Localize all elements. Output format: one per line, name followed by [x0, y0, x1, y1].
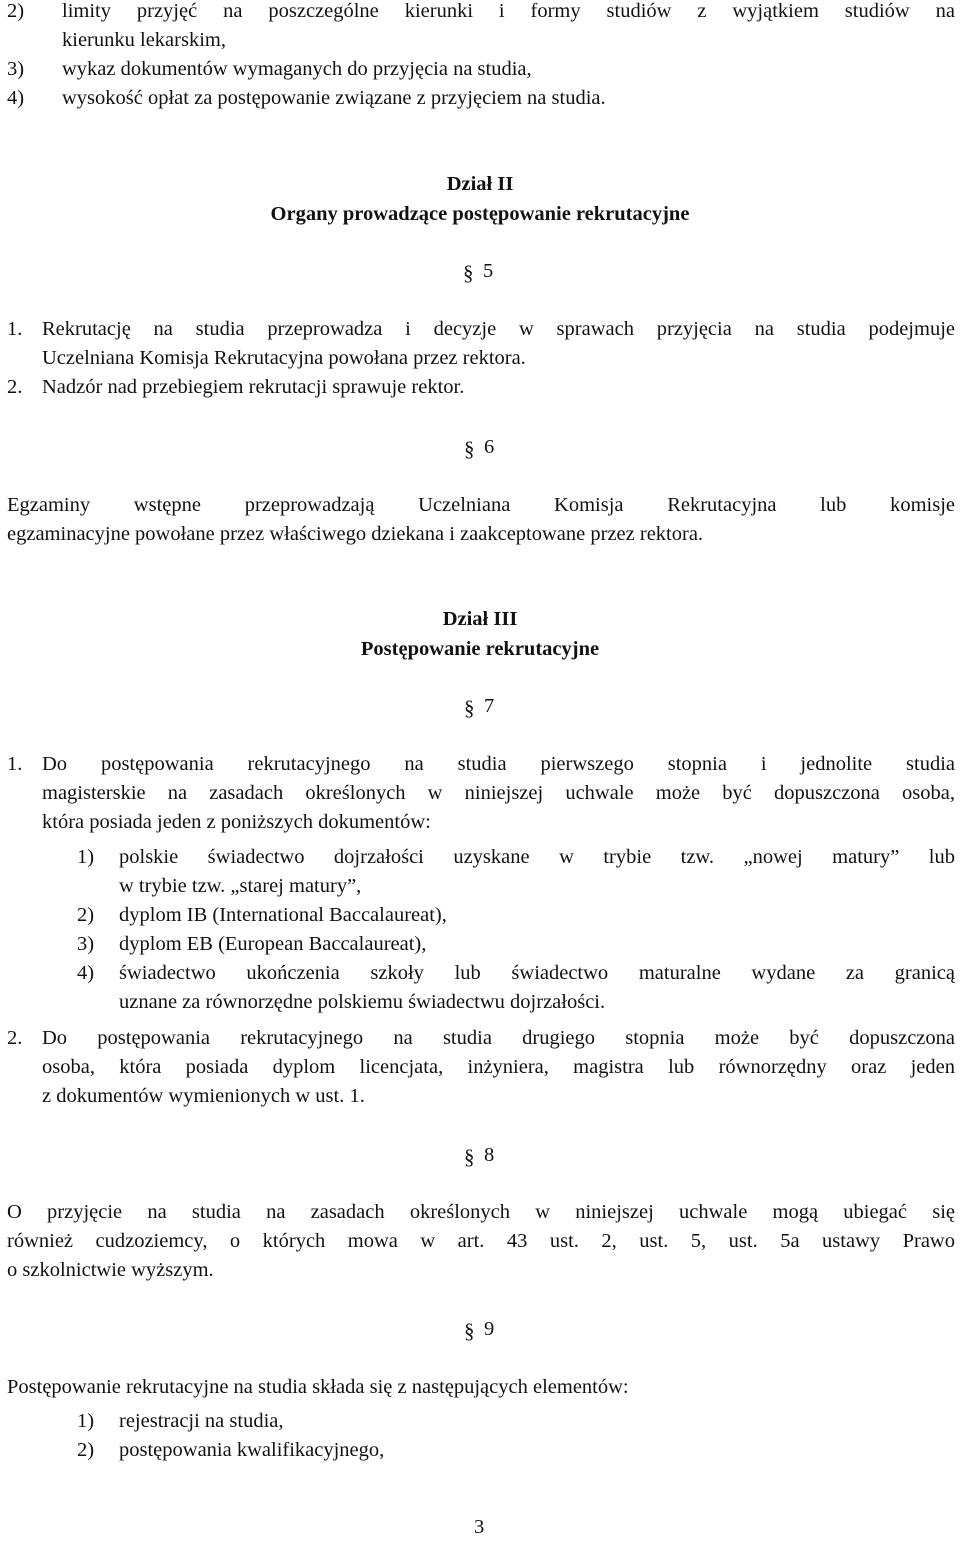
list-number: 4): [7, 87, 25, 109]
item-line: Uczelniana Komisja Rekrutacyjna powołana przez rektora.: [42, 347, 526, 369]
body-line: egzaminacyjne powołane przez właściwego dziekana i zaakceptowane przez rektora.: [7, 523, 704, 545]
body-line: również cudzoziemcy, o których mowa w art. 43 ust. 2, ust. 5, ust. 5a ustawy Prawo: [7, 1230, 955, 1252]
section-symbol: §: [464, 1319, 475, 1343]
body-line: Egzaminy wstępne przeprowadzają Uczelniana Komisja Rekrutacyjna lub komisje: [7, 494, 955, 516]
section-symbol: §: [463, 261, 474, 285]
item-line: Do postępowania rekrutacyjnego na studia drugiego stopnia może być dopuszczona: [42, 1027, 955, 1049]
item-line: Nadzór nad przebiegiem rekrutacji sprawuje rektor.: [42, 376, 465, 398]
sub-item-line: dyplom EB (European Baccalaureat),: [119, 933, 427, 955]
list-item-line: rejestracji na studia,: [119, 1410, 284, 1432]
sub-item-line: świadectwo ukończenia szkoły lub świadectwo maturalne wydane za granicą: [119, 962, 955, 984]
section-symbol: §: [464, 696, 475, 720]
list-item-line: limity przyjęć na poszczególne kierunki i formy studiów z wyjątkiem studiów na: [62, 0, 955, 22]
section-title: Dział II: [446, 173, 514, 195]
sub-item-number: 1): [77, 846, 95, 868]
section-subtitle: Organy prowadzące postępowanie rekrutacyjne: [270, 203, 690, 225]
item-number: 2.: [7, 1027, 23, 1049]
section-title: Dział III: [442, 608, 518, 630]
item-line: Rekrutację na studia przeprowadza i decyzje w sprawach przyjęcia na studia podejmuje: [42, 318, 955, 340]
list-number: 2): [77, 1439, 95, 1461]
sub-item-line: w trybie tzw. „starej matury”,: [119, 875, 362, 897]
paragraph-number: 7: [484, 695, 495, 717]
item-number: 2.: [7, 376, 23, 398]
item-number: 1.: [7, 318, 23, 340]
sub-item-number: 4): [77, 962, 95, 984]
page-number: 3: [474, 1516, 485, 1538]
list-item-line: postępowania kwalifikacyjnego,: [119, 1439, 385, 1461]
body-line: o szkolnictwie wyższym.: [7, 1259, 214, 1281]
paragraph-number: 9: [484, 1318, 495, 1340]
section-symbol: §: [464, 437, 475, 461]
item-line: która posiada jeden z poniższych dokumentów:: [42, 811, 431, 833]
paragraph-number: 5: [483, 260, 494, 282]
item-line: z dokumentów wymienionych w ust. 1.: [42, 1085, 365, 1107]
list-number: 2): [7, 0, 25, 22]
list-item-line: wysokość opłat za postępowanie związane z przyjęciem na studia.: [62, 87, 606, 109]
list-number: 3): [7, 58, 25, 80]
list-item-line: wykaz dokumentów wymaganych do przyjęcia na studia,: [62, 58, 532, 80]
sub-item-line: polskie świadectwo dojrzałości uzyskane w trybie tzw. „nowej matury” lub: [119, 846, 955, 868]
item-line: osoba, która posiada dyplom licencjata, inżyniera, magistra lub równorzędny oraz jeden: [42, 1056, 955, 1078]
sub-item-line: uznane za równorzędne polskiemu świadectwu dojrzałości.: [119, 991, 606, 1013]
list-item-line: kierunku lekarskim,: [62, 29, 226, 51]
section-symbol: §: [464, 1145, 475, 1169]
paragraph-number: 6: [484, 436, 495, 458]
item-line: magisterskie na zasadach określonych w niniejszej uchwale może być dopuszczona osoba,: [42, 782, 955, 804]
section-subtitle: Postępowanie rekrutacyjne: [360, 638, 600, 660]
sub-item-number: 2): [77, 904, 95, 926]
paragraph-number: 8: [484, 1144, 495, 1166]
sub-item-number: 3): [77, 933, 95, 955]
item-number: 1.: [7, 753, 23, 775]
body-line: O przyjęcie na studia na zasadach określonych w niniejszej uchwale mogą ubiegać się: [7, 1201, 955, 1223]
sub-item-line: dyplom IB (International Baccalaureat),: [119, 904, 447, 926]
item-line: Do postępowania rekrutacyjnego na studia pierwszego stopnia i jednolite studia: [42, 753, 955, 775]
list-number: 1): [77, 1410, 95, 1432]
body-line: Postępowanie rekrutacyjne na studia składa się z następujących elementów:: [7, 1376, 629, 1398]
